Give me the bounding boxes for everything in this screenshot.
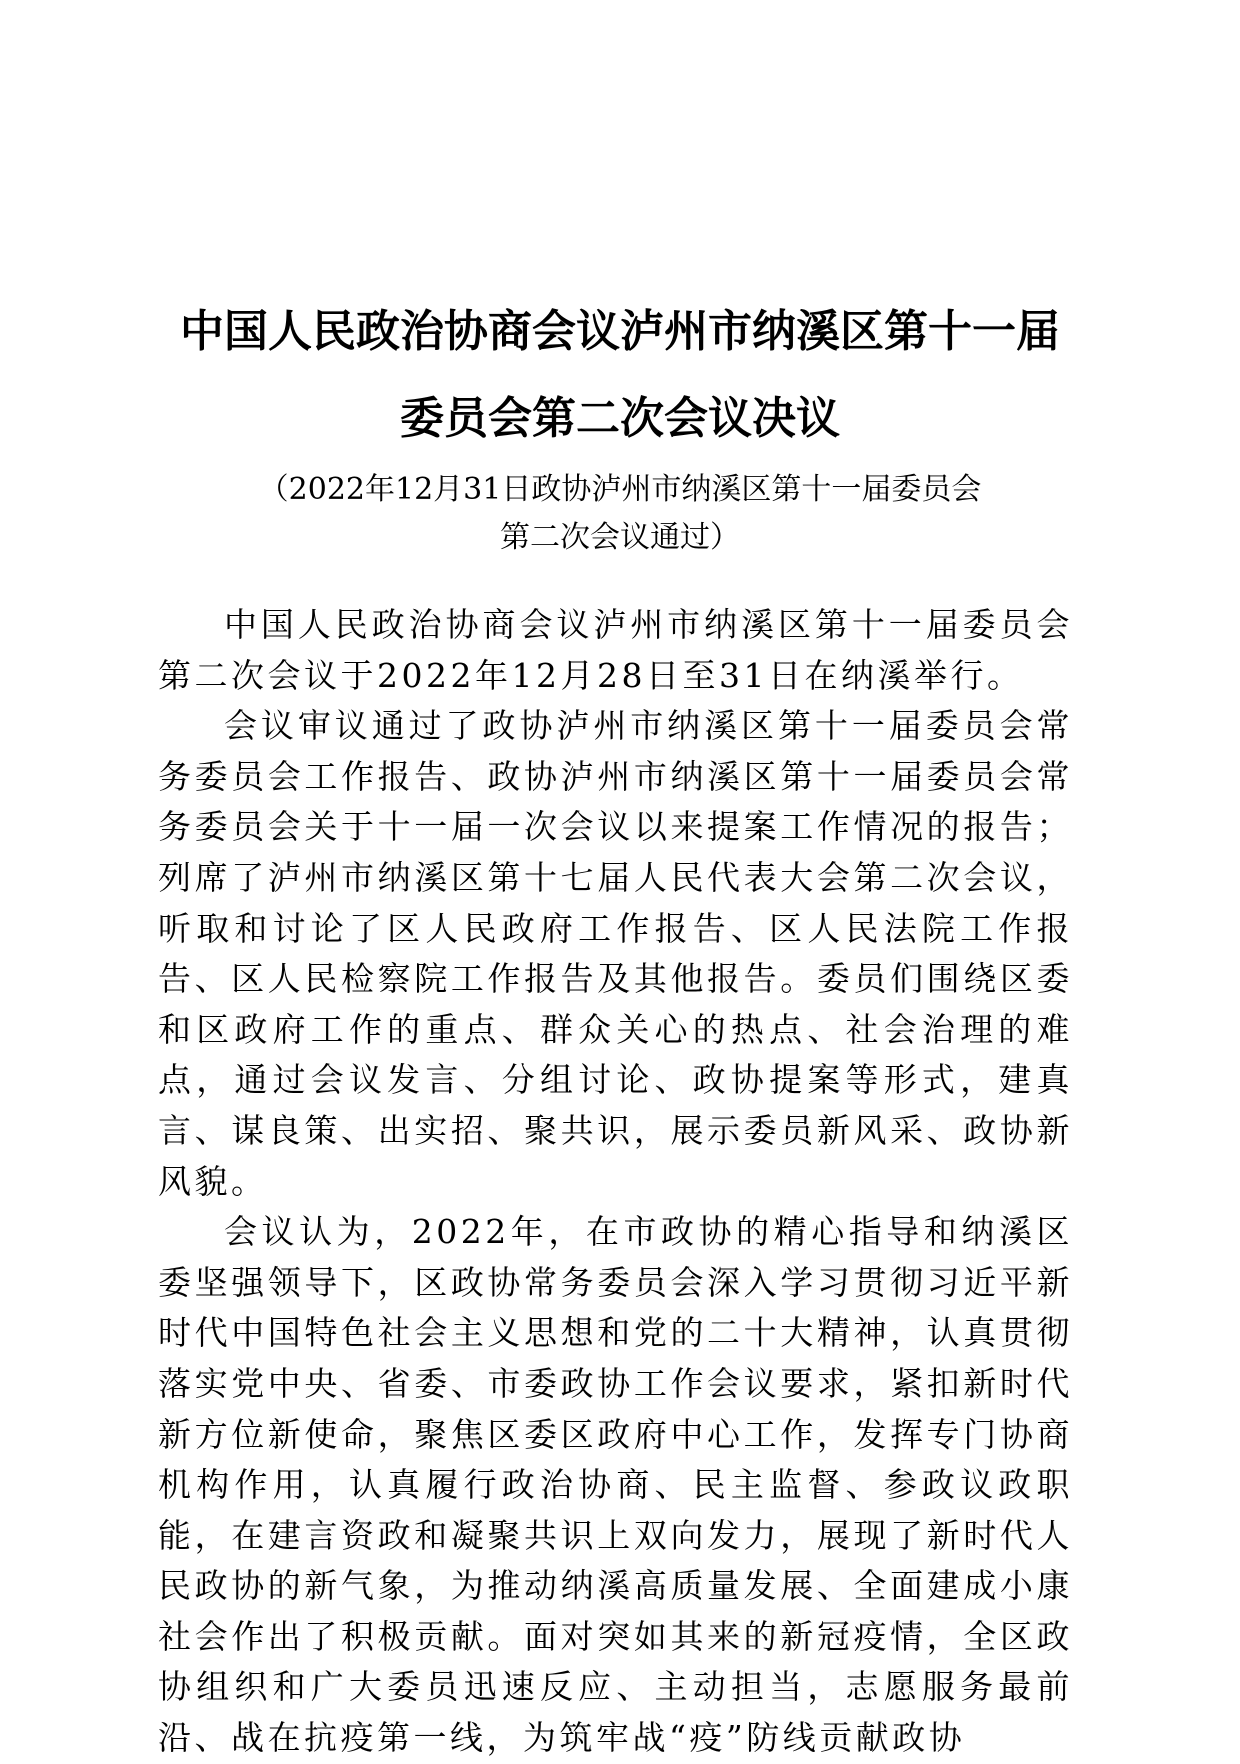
document-subtitle-line-1: （2022年12月31日政协泸州市纳溪区第十一届委员会 — [258, 472, 982, 507]
document-title-line-1: 中国人民政治协商会议泸州市纳溪区第十一届 — [180, 306, 1060, 357]
body-paragraph-2: 会议审议通过了政协泸州市纳溪区第十一届委员会常务委员会工作报告、政协泸州市纳溪区第十一届委员会常务委员会关于十一届一次会议以来提案工作情况的报告；列席了泸州市纳溪区第十七届人民代表大会第二次会议，听取和讨论了区人民政府工作报告、区人民法院工作报告、区人民检察院工作报告及其他报告。委员们围绕区委和区政府工作的重点、群众关心的热点、社会治理的难点，通过会议发言、分组讨论、政协提案等形式，建真言、谋良策、出实招、聚共识，展示委员新风采、政协新风貌。 — [158, 706, 1073, 1201]
document-subtitle-line-2: 第二次会议通过） — [500, 520, 740, 555]
document-body — [158, 600, 1073, 1764]
body-paragraph-1: 中国人民政治协商会议泸州市纳溪区第十一届委员会第二次会议于2022年12月28日至31日在纳溪举行。 — [158, 605, 1073, 695]
body-paragraph-3: 会议认为，2022年，在市政协的精心指导和纳溪区委坚强领导下，区政协常务委员会深入学习贯彻习近平新时代中国特色社会主义思想和党的二十大精神，认真贯彻落实党中央、省委、市委政协工作会议要求，紧扣新时代新方位新使命，聚焦区委区政府中心工作，发挥专门协商机构作用，认真履行政治协商、民主监督、参政议政职能，在建言资政和凝聚共识上双向发力，展现了新时代人民政协的新气象，为推动纳溪高质量发展、全面建成小康社会作出了积极贡献。面对突如其来的新冠疫情，全区政协组织和广大委员迅速反应、主动担当，志愿服务最前沿、战在抗疫第一线，为筑牢战“疫”防线贡献政协 — [158, 1212, 1073, 1758]
document-title-line-2: 委员会第二次会议决议 — [400, 393, 840, 444]
